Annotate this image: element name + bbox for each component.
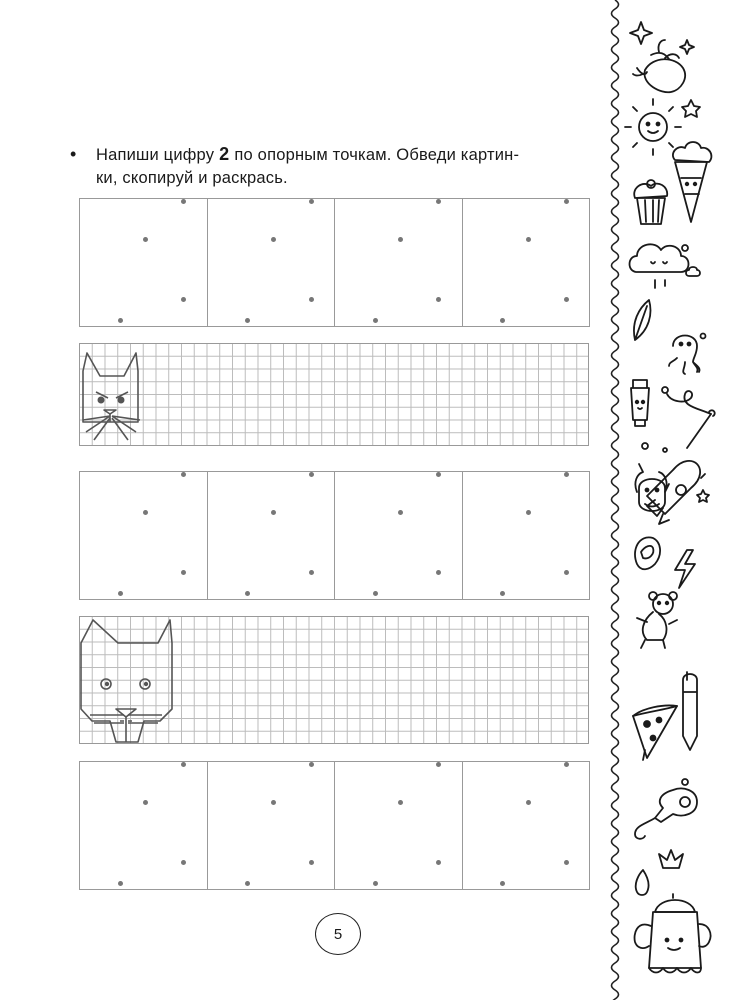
- cat-face-drawing-2: [80, 617, 590, 745]
- dot-cell: [80, 471, 208, 600]
- beet-icon: [633, 40, 685, 92]
- cupcake-icon: [634, 180, 667, 224]
- leaf-icon: [634, 300, 651, 340]
- dot-writing-row-1: [79, 198, 590, 327]
- instruction-prefix: Напиши цифру: [96, 146, 215, 164]
- lemon-icon: [635, 537, 660, 569]
- hair-dryer-icon: [635, 779, 697, 839]
- pizza-icon: [633, 705, 677, 760]
- octopus-icon: [669, 334, 706, 375]
- dot-cell: [80, 198, 208, 327]
- ice-cream-icon: [673, 142, 712, 222]
- page-number: 5: [315, 913, 361, 955]
- dot-cell: [208, 198, 336, 327]
- teddy-bear-icon: [637, 592, 677, 648]
- task-instruction: [70, 143, 590, 190]
- bullet: •: [70, 144, 77, 164]
- instruction-suffix: по опорным точкам. Обведи картин-: [234, 146, 520, 164]
- dot-cell: [335, 471, 463, 600]
- bull-icon: [635, 464, 669, 511]
- instruction-line-2: ки, скопируй и раскрась.: [96, 169, 288, 187]
- grid-drawing-row-2: [79, 616, 589, 744]
- dot-cell: [80, 761, 208, 890]
- dot-writing-row-3: [79, 761, 590, 890]
- dot-cell: [335, 198, 463, 327]
- grid-drawing-row-1: [79, 343, 589, 446]
- crown-icon: [659, 850, 683, 868]
- glue-tube-icon: [631, 380, 649, 426]
- dot-cell: [463, 198, 591, 327]
- pen-icon: [683, 672, 697, 750]
- drop-icon: [636, 870, 649, 895]
- lightning-icon: [675, 550, 695, 588]
- star-icon: [697, 490, 709, 502]
- dot-cell: [208, 761, 336, 890]
- cat-face-drawing-1: [80, 344, 590, 447]
- instruction-line-1: [70, 143, 590, 167]
- dot-cell: [335, 761, 463, 890]
- sun-icon: [625, 99, 681, 155]
- instruction-digit: 2: [219, 144, 230, 164]
- doodle-column: [615, 0, 741, 1000]
- rocket-icon: [647, 461, 705, 524]
- dot-cell: [463, 471, 591, 600]
- teapot-icon: [635, 894, 711, 973]
- star-icon: [682, 100, 700, 117]
- sparkle-icon: [630, 22, 694, 54]
- cloud-icon: [630, 244, 701, 288]
- dot-writing-row-2: [79, 471, 590, 600]
- dot-cell: [208, 471, 336, 600]
- dot-cell: [463, 761, 591, 890]
- needle-icon: [642, 387, 715, 452]
